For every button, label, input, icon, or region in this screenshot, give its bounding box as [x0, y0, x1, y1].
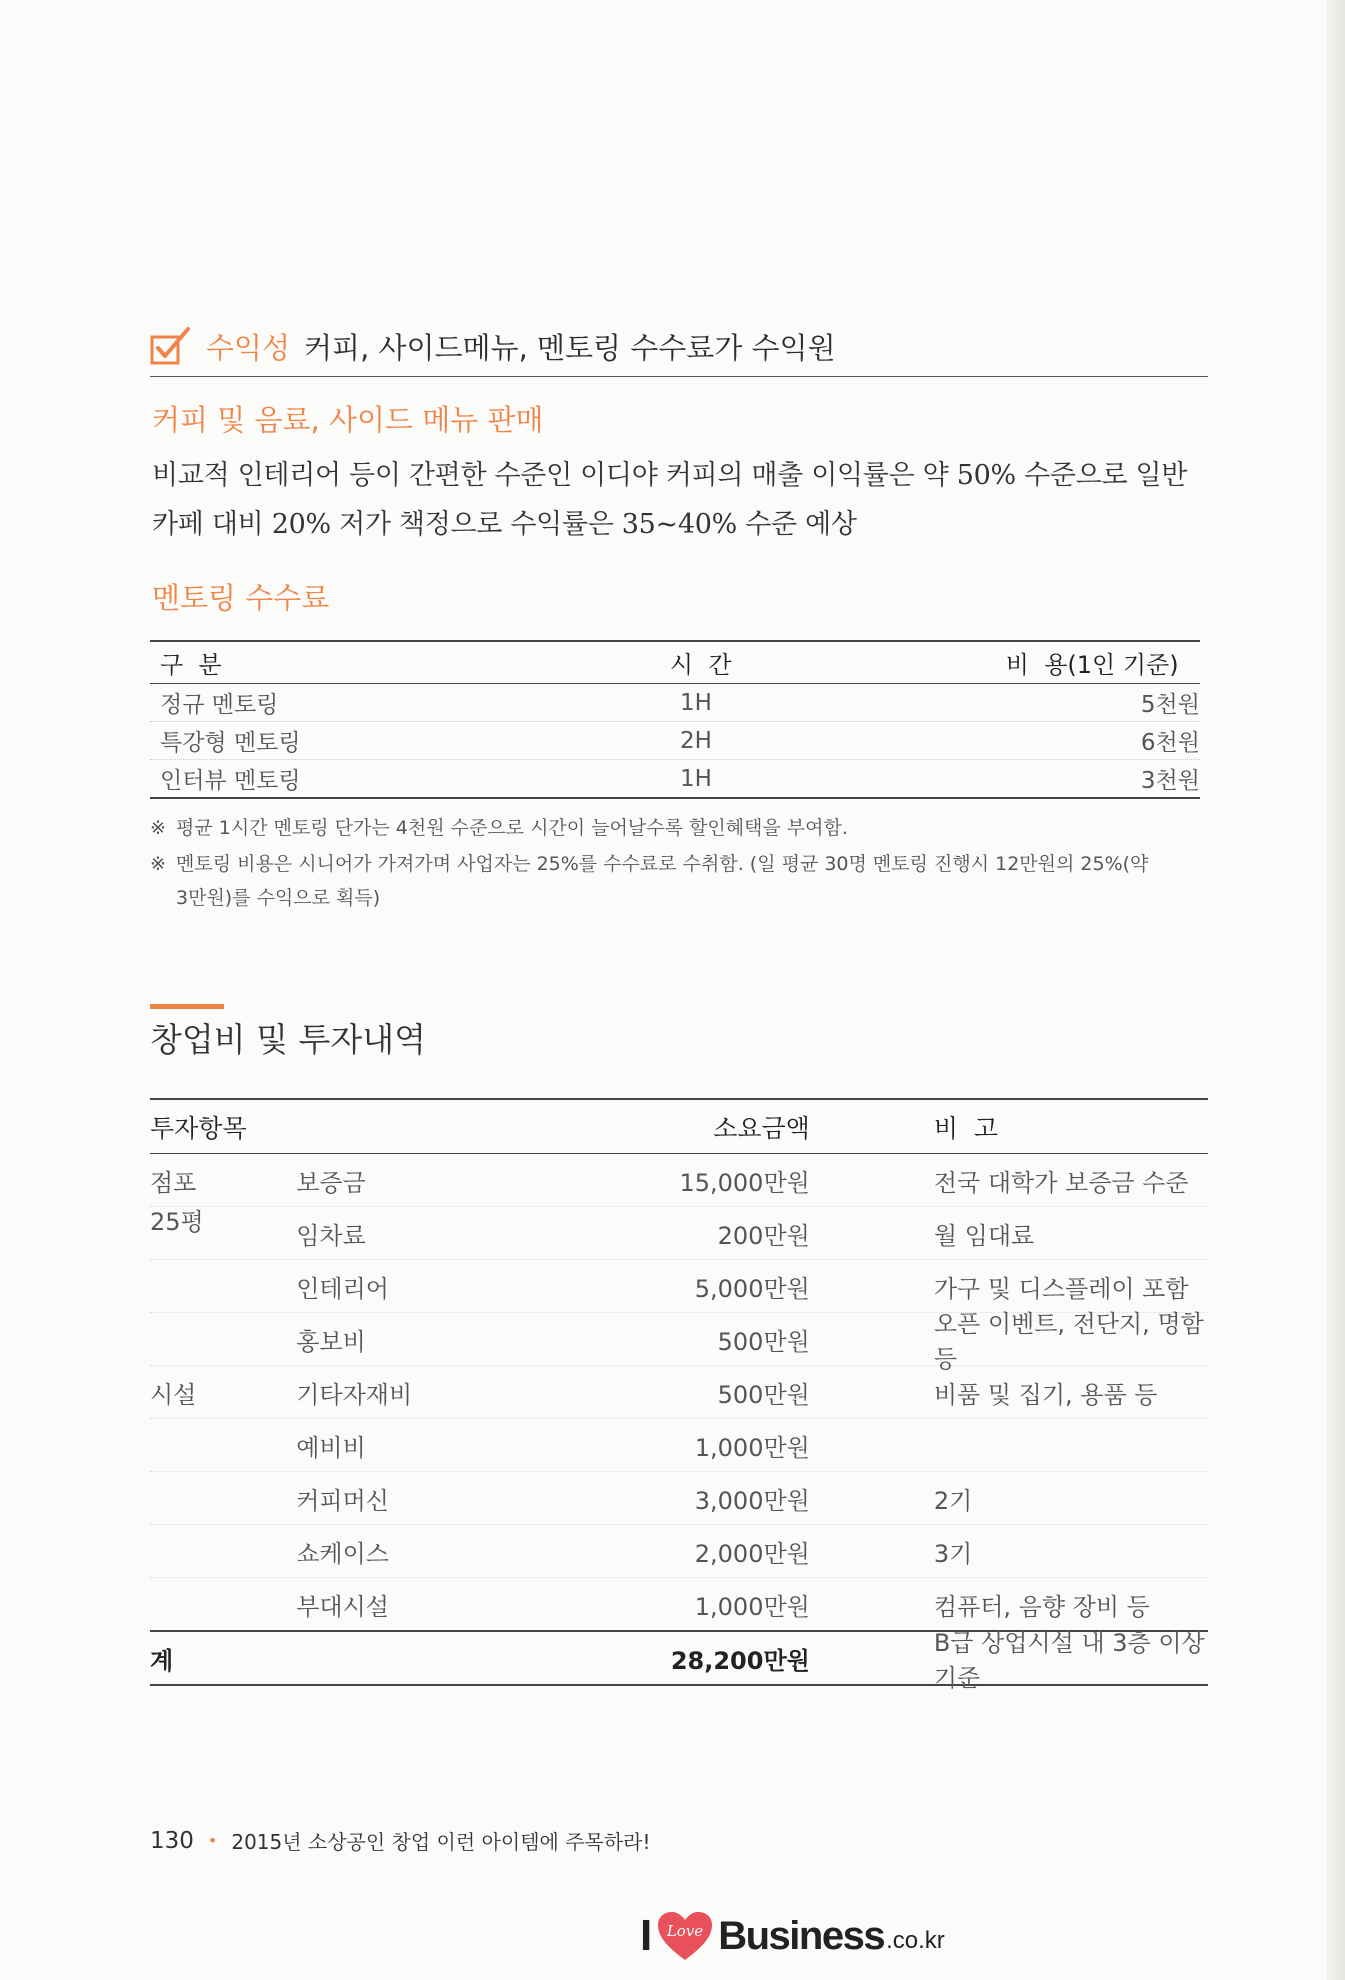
total-amount: 28,200만원: [670, 1646, 810, 1675]
row-cost: 5천원: [1140, 692, 1200, 718]
row-item: 기타자재비: [296, 1380, 413, 1409]
brand-love: Love: [667, 1922, 704, 1940]
row-item: 인테리어: [296, 1274, 389, 1303]
page-number: 130: [150, 1827, 194, 1854]
coffee-heading: 커피 및 음료, 사이드 메뉴 판매: [152, 403, 544, 437]
row-amount: 500만원: [717, 1327, 810, 1356]
row-time: 2H: [680, 727, 712, 754]
table-row: [150, 1366, 1208, 1419]
note-mark: ※: [150, 817, 166, 839]
heart-icon: [656, 1910, 714, 1962]
row-name: 특강형 멘토링: [160, 730, 301, 756]
group-label: 시설: [150, 1380, 197, 1409]
group-label: 점포: [150, 1168, 197, 1197]
mentoring-heading: 멘토링 수수료: [152, 581, 330, 615]
row-cost: 3천원: [1140, 768, 1200, 794]
row-name: 정규 멘토링: [160, 692, 279, 718]
table-row: [150, 1419, 1208, 1472]
row-amount: 2,000만원: [694, 1539, 810, 1568]
bullet-dot-icon: •: [207, 1831, 218, 1850]
row-time: 1H: [680, 689, 712, 716]
header-cost: 비 용(1인 기준): [1005, 651, 1179, 679]
checkbox-check-icon: [150, 325, 192, 367]
row-note: 오픈 이벤트, 전단지, 명함 등: [933, 1310, 1204, 1373]
row-item: 홍보비: [296, 1327, 366, 1356]
brand-domain: .co.kr: [886, 1927, 945, 1954]
brand-logo: [640, 1910, 945, 1962]
row-item: 쇼케이스: [296, 1539, 389, 1568]
page-footer: [150, 1826, 651, 1855]
brand-i: I: [640, 1911, 653, 1960]
row-amount: 200만원: [717, 1221, 810, 1250]
note-text: 멘토링 비용은 시니어가 가져가며 사업자는 25%를 수수료로 수취함. (일 평균 30명 멘토링 진행시 12만원의 25%(약: [176, 853, 1149, 875]
investment-table: [150, 1098, 1208, 1692]
book-title: 2015년 소상공인 창업 이런 아이템에 주목하라!: [231, 1830, 651, 1854]
profit-section-header: [150, 316, 1208, 377]
row-amount: 5,000만원: [694, 1274, 810, 1303]
table-row: [150, 1525, 1208, 1578]
row-item: 보증금: [296, 1168, 366, 1197]
note-mark: ※: [150, 853, 166, 875]
mentoring-table: [150, 640, 1200, 799]
row-amount: 15,000만원: [679, 1168, 810, 1197]
row-item: 임차료: [296, 1221, 366, 1250]
row-item: 커피머신: [296, 1486, 389, 1515]
row-note: 비품 및 집기, 용품 등: [933, 1380, 1158, 1409]
table-row: [150, 1310, 1208, 1373]
profit-title: 커피, 사이드메뉴, 멘토링 수수료가 수익원: [304, 330, 836, 365]
header-amount: 소요금액: [713, 1113, 810, 1143]
row-cost: 6천원: [1140, 730, 1200, 756]
row-item: 예비비: [296, 1433, 366, 1462]
table-row: [150, 684, 1200, 722]
header-category: 구 분: [160, 651, 222, 679]
group-label-sub: 25평: [150, 1208, 204, 1236]
header-item: 투자항목: [150, 1113, 247, 1143]
brand-business: Business: [718, 1913, 885, 1958]
total-note: B급 상업시설 내 3층 이상 기준: [933, 1629, 1205, 1692]
header-note: 비 고: [933, 1113, 999, 1143]
mentoring-note-2: [150, 847, 1210, 915]
investment-table-header: [150, 1098, 1208, 1154]
row-note: 컴퓨터, 음향 장비 등: [933, 1592, 1150, 1621]
table-row: [150, 1154, 1208, 1207]
row-name: 인터뷰 멘토링: [160, 768, 301, 794]
row-amount: 1,000만원: [694, 1433, 810, 1462]
header-time: 시 간: [669, 651, 732, 679]
investment-accent-bar: [150, 1004, 224, 1009]
table-row: [150, 1472, 1208, 1525]
investment-title: 창업비 및 투자내역: [150, 1020, 427, 1059]
table-row: [150, 760, 1200, 799]
mentoring-note-1: [150, 811, 1210, 845]
row-note: 가구 및 디스플레이 포함: [933, 1274, 1189, 1303]
note-text-cont: 3만원)를 수익으로 획득): [176, 887, 381, 909]
page-edge: [1327, 0, 1345, 1980]
row-note: 전국 대학가 보증금 수준: [933, 1168, 1189, 1197]
row-amount: 3,000만원: [694, 1486, 810, 1515]
row-note: 3기: [933, 1539, 973, 1568]
row-item: 부대시설: [296, 1592, 389, 1621]
table-row: [150, 722, 1200, 760]
row-time: 1H: [680, 765, 712, 792]
row-amount: 500만원: [717, 1380, 810, 1409]
mentoring-table-header: [150, 640, 1200, 684]
row-note: 2기: [933, 1486, 973, 1515]
coffee-text-line-2: 카페 대비 20% 저가 책정으로 수익률은 35~40% 수준 예상: [152, 509, 857, 540]
table-row: [150, 1207, 1208, 1260]
total-label: 계: [150, 1646, 174, 1675]
coffee-text-line-1: 비교적 인테리어 등이 간편한 수준인 이디야 커피의 매출 이익률은 약 50% 수준으로 일반: [152, 460, 1188, 491]
total-row: [150, 1629, 1208, 1692]
note-text: 평균 1시간 멘토링 단가는 4천원 수준으로 시간이 늘어날수록 할인혜택을 부여함.: [176, 817, 848, 839]
row-amount: 1,000만원: [694, 1592, 810, 1621]
profit-accent-label: 수익성: [206, 330, 291, 365]
row-note: 월 임대료: [933, 1221, 1035, 1250]
